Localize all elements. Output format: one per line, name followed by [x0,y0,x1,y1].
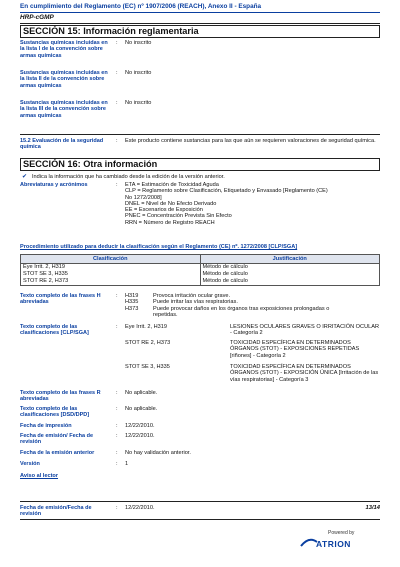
table-cell: STOT SE 3, H335 [21,271,201,278]
clp-text: LESIONES OCULARES GRAVES O IRRITACIÓN OCULAR - Categoría 2 [230,324,379,337]
clp-text: TOXICIDAD ESPECÍFICA EN DETERMINADOS ÓRGANOS (STOT) - EXPOSICIONES REPETIDAS [riñones] - Categoría 2 [230,340,360,359]
colon: : [116,100,118,106]
h-code: H319 [125,293,139,299]
footer-rule [20,519,380,520]
abbr-line: DNEL = Nivel de No Efecto Derivado [125,200,217,207]
column-header-justification: Justificación [200,255,380,264]
abbr-line: ETA = Estimación de Toxicidad Aguda [125,182,219,188]
h-code: H373 [125,305,139,312]
footer-date-label: Fecha de emisión/Fecha de revisión [20,505,92,518]
h-text: Provoca irritación ocular grave. [153,293,231,299]
h-code: H335 [125,299,139,306]
table-row [21,264,380,272]
version-value: 1 [125,461,129,467]
cw-list2-value: No inscrito [125,70,152,76]
colon: : [116,505,118,511]
table-row [21,271,380,278]
abbr-line: PNEC = Concentración Prevista Sin Efecto [125,213,232,220]
clp-text: TOXICIDAD ESPECÍFICA EN DETERMINADOS ÓRGANOS (STOT) - EXPOSICIÓN ÚNICA [Irritación de las vías respiratorias] - Categoría 3 [230,364,379,383]
divider [20,134,380,135]
h-text: Puede provocar daños en los órganos tras exposiciones prolongadas o repetidas. [153,305,330,318]
dsd-value: No aplicable. [125,406,158,412]
h-texts [153,293,380,318]
abbr-line: EE = Escenarios de Exposición [125,207,203,214]
page-number: 13/14 [365,505,380,511]
table-cell: Método de cálculo [200,278,380,286]
colon: : [116,461,118,467]
table-cell: Eye Irrit. 2, H319 [21,264,201,272]
procedure-title: Procedimiento utilizado para deducir la clasificación según el Reglamento (CE) nº. 1272/2008 [CLP/SGA] [20,244,298,250]
h-codes [125,293,155,312]
colon: : [116,390,118,396]
clp-code: Eye Irrit. 2, H319 [125,324,167,330]
colon: : [116,423,118,429]
h-text: Puede irritar las vías respiratorias. [153,299,238,306]
abbr-line: CLP = Reglamento sobre Clasificación, Etiquetado y Envasado [Reglamento (CE) [125,188,328,195]
version-label: Versión [20,461,40,467]
colon: : [116,450,118,456]
footer-date-value: 12/22/2010. [125,505,155,511]
h-phrases-label: Texto completo de las frases H abreviadas [20,293,101,306]
section15-title: SECCIÓN 15: Información reglamentaria [20,25,380,38]
column-header-classification: Clasificación [21,255,201,264]
colon: : [116,433,118,439]
abbr-line: RRN = Número de Registro REACH [125,219,215,226]
colon: : [116,70,118,76]
previous-issue-label: Fecha de la emisión anterior [20,450,95,456]
issue-date-label: Fecha de emisión/ Fecha de revisión [20,433,94,446]
atrion-logo [300,528,380,552]
r-phrases-value: No aplicable. [125,390,158,396]
clp-label: Texto completo de las clasificaciones [CLP/SGA] [20,324,89,337]
colon: : [116,40,118,46]
issue-date-value: 12/22/2010. [125,433,155,439]
cw-list3-label: Sustancias químicas incluidas en la lista III de la convención sobre armas químicas [20,100,108,119]
abbr-line: No 1272/2008] [125,194,162,201]
print-date-label: Fecha de impresión [20,423,72,429]
clp-code: STOT SE 3, H335 [125,364,170,370]
change-note: Indica la información que ha cambiado desde la edición de la versión anterior. [32,174,225,180]
dsd-label: Texto completo de las clasificaciones [DSD/DPD] [20,406,90,419]
reader-notice-link[interactable]: Aviso al lector [20,473,59,479]
product-rule [20,23,380,24]
table-cell: STOT RE 2, H373 [21,278,201,286]
table-cell: Método de cálculo [200,271,380,278]
previous-issue-value: No hay validación anterior. [125,450,191,456]
checkmark-icon: ✔ [22,174,28,180]
classification-table [20,254,380,286]
clp-code: STOT RE 2, H373 [125,340,171,346]
colon: : [116,406,118,412]
product-name: HRP-cGMP [20,14,54,21]
regulation-header: En cumplimiento del Reglamento (EC) nº 1907/2006 (REACH), Anexo II - España [20,3,262,10]
table-row [21,278,380,286]
brand-name: ATRION [316,539,351,549]
header-rule [20,12,380,13]
cw-list3-value: No inscrito [125,100,152,106]
safety-eval-label: 15.2 Evaluación de la seguridad química [20,138,104,151]
safety-eval-value: Este producto contiene sustancias para las que aún se requieren valoraciones de seguridad química. [125,138,376,144]
cw-list1-label: Sustancias químicas incluidas en la lista I de la convención sobre armas químicas [20,40,108,59]
abbr-label: Abreviaturas y acrónimos [20,182,88,188]
footer-rule [20,501,380,502]
section16-title: SECCIÓN 16: Otra información [20,158,380,171]
table-cell: Método de cálculo [200,264,380,272]
colon: : [116,324,118,330]
cw-list2-label: Sustancias químicas incluidas en la lista II de la convención sobre armas químicas [20,70,108,89]
cw-list1-value: No inscrito [125,40,152,46]
colon: : [116,138,118,144]
print-date-value: 12/22/2010. [125,423,155,429]
powered-by-text: Powered by [328,530,355,536]
colon: : [116,293,118,299]
r-phrases-label: Texto completo de las frases R abreviadas [20,390,101,403]
colon: : [116,182,118,188]
abbr-list [125,182,380,226]
